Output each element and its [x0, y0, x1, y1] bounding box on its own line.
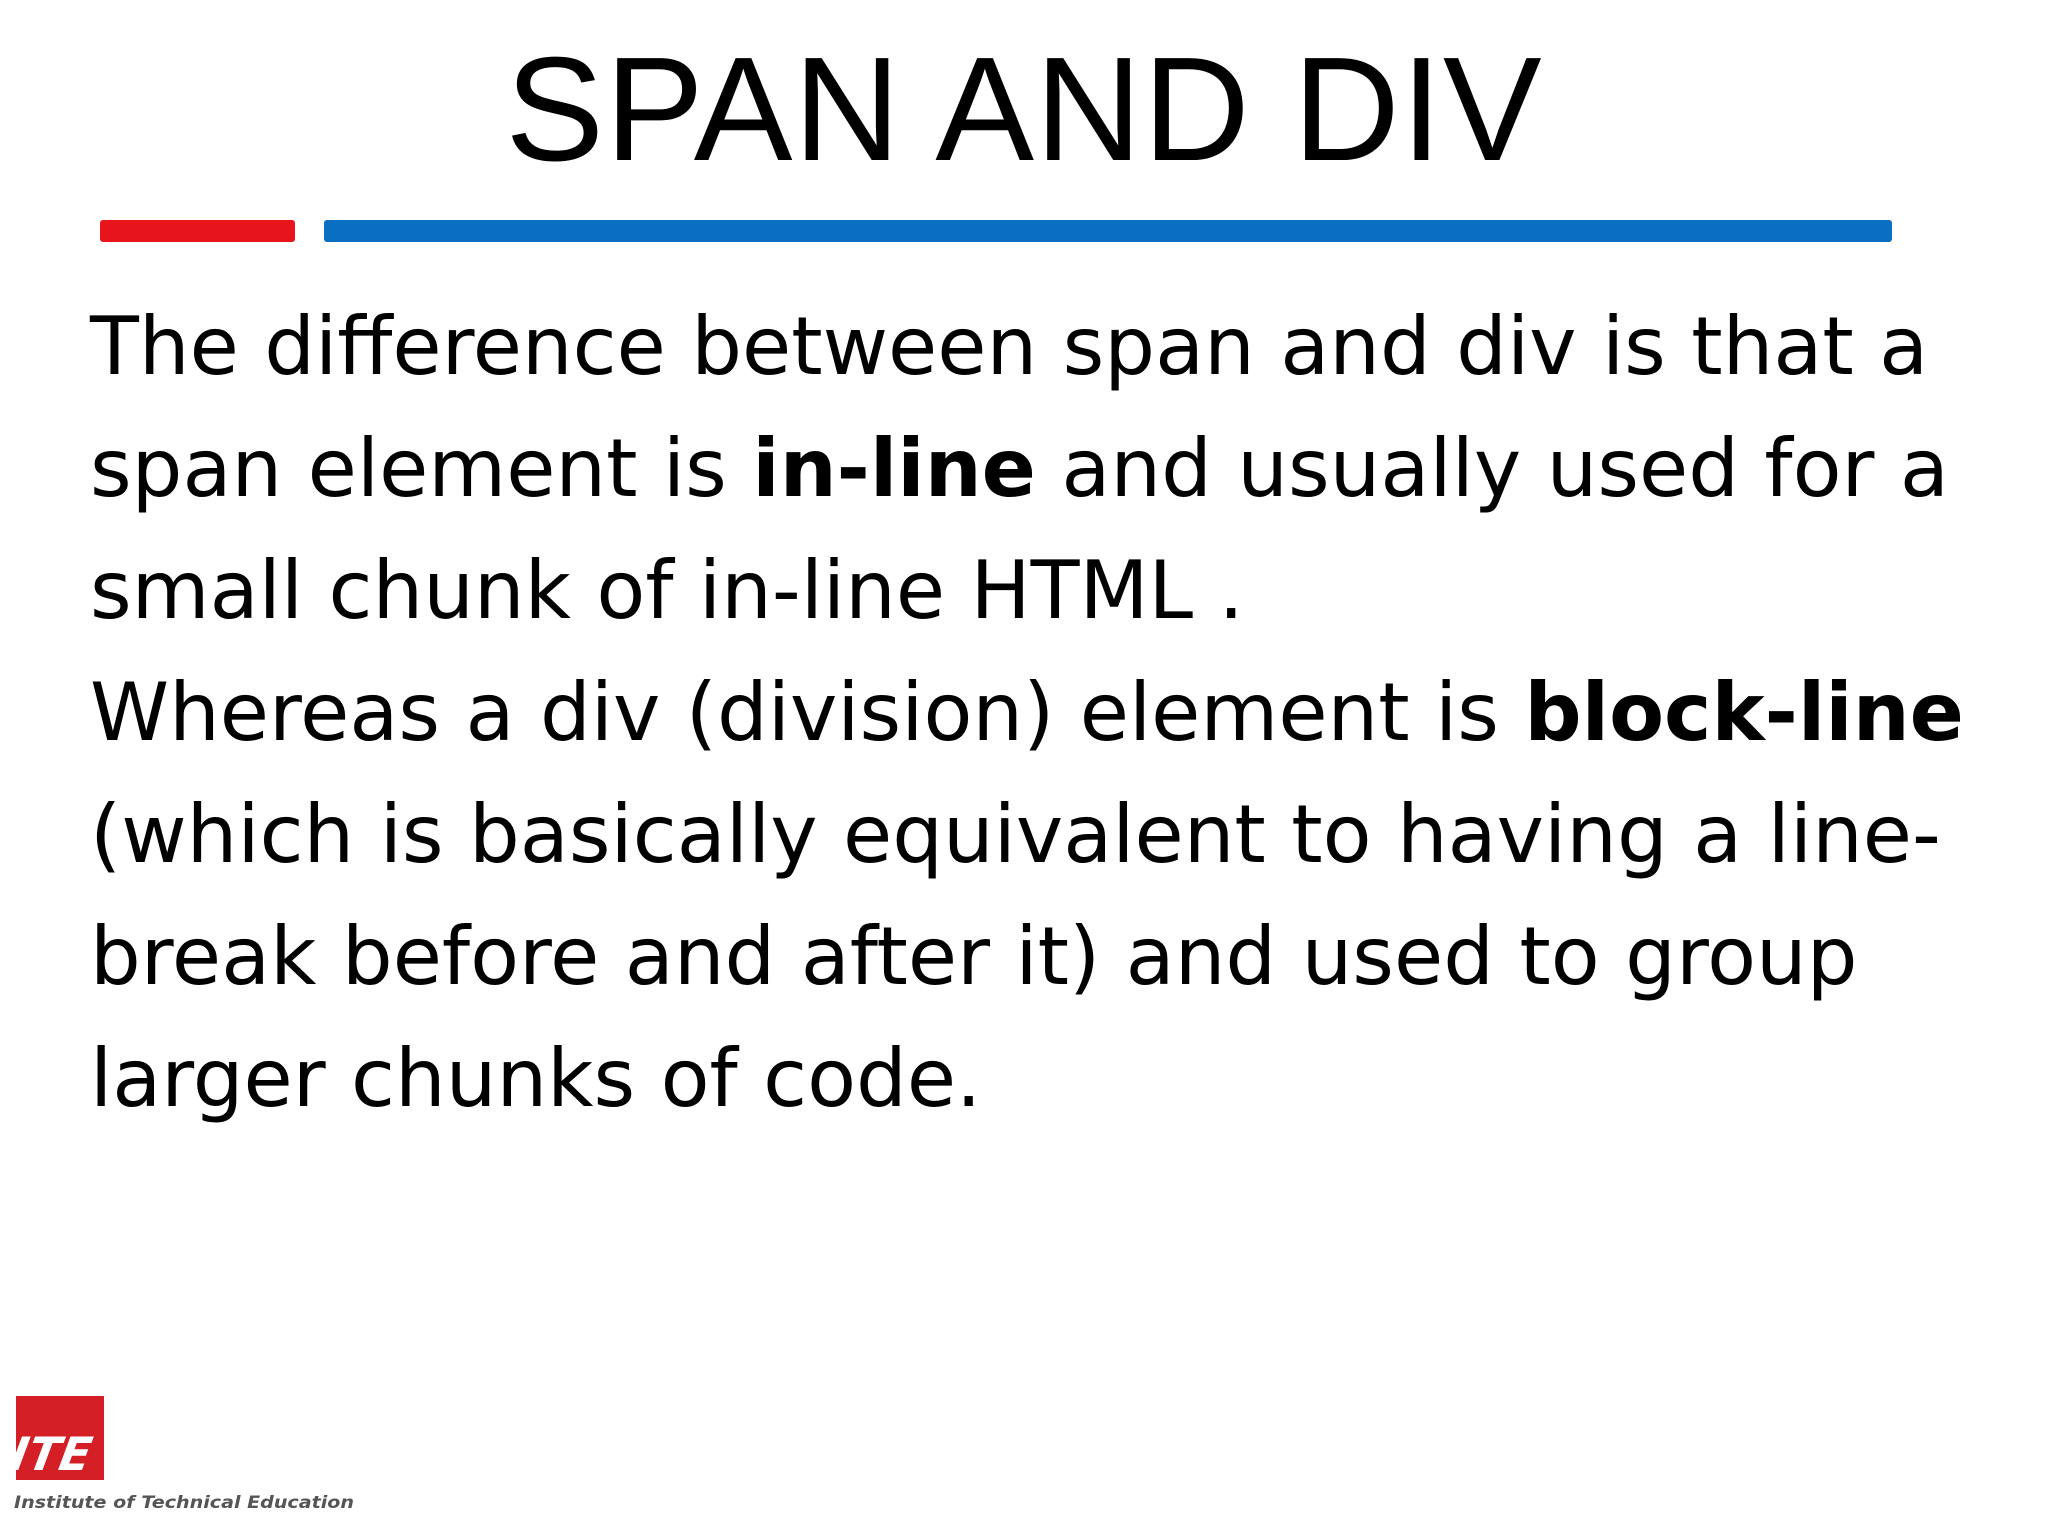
body-line-4-start: Whereas a div (division) element is — [90, 666, 1525, 759]
body-line-4 — [90, 652, 2010, 774]
body-line-6: break before and after it) and used to group — [90, 910, 1858, 1003]
slide-body — [90, 286, 2010, 1140]
term-in-line: in-line — [752, 422, 1036, 515]
logo-mark: ITE — [12, 1427, 97, 1481]
ite-logo-icon — [12, 1394, 362, 1524]
body-line-2-start: span element is — [90, 422, 753, 515]
body-line-2 — [90, 408, 2010, 530]
slide-title: SPAN AND DIV — [505, 27, 1543, 192]
term-block-line: block-line — [1524, 666, 1964, 759]
body-line-7: larger chunks of code. — [90, 1032, 982, 1125]
body-line-5: (which is basically equivalent to having a line- — [90, 788, 1941, 881]
logo-caption: Institute of Technical Education — [14, 1493, 354, 1513]
body-line-3: small chunk of in-line HTML . — [90, 544, 1244, 637]
ite-logo — [12, 1394, 362, 1524]
body-line-1: The difference between span and div is that a — [90, 300, 1929, 393]
title-underline-red — [100, 220, 295, 242]
title-underline-blue — [324, 220, 1892, 242]
body-line-2-end: and usually used for a — [1035, 422, 1949, 515]
